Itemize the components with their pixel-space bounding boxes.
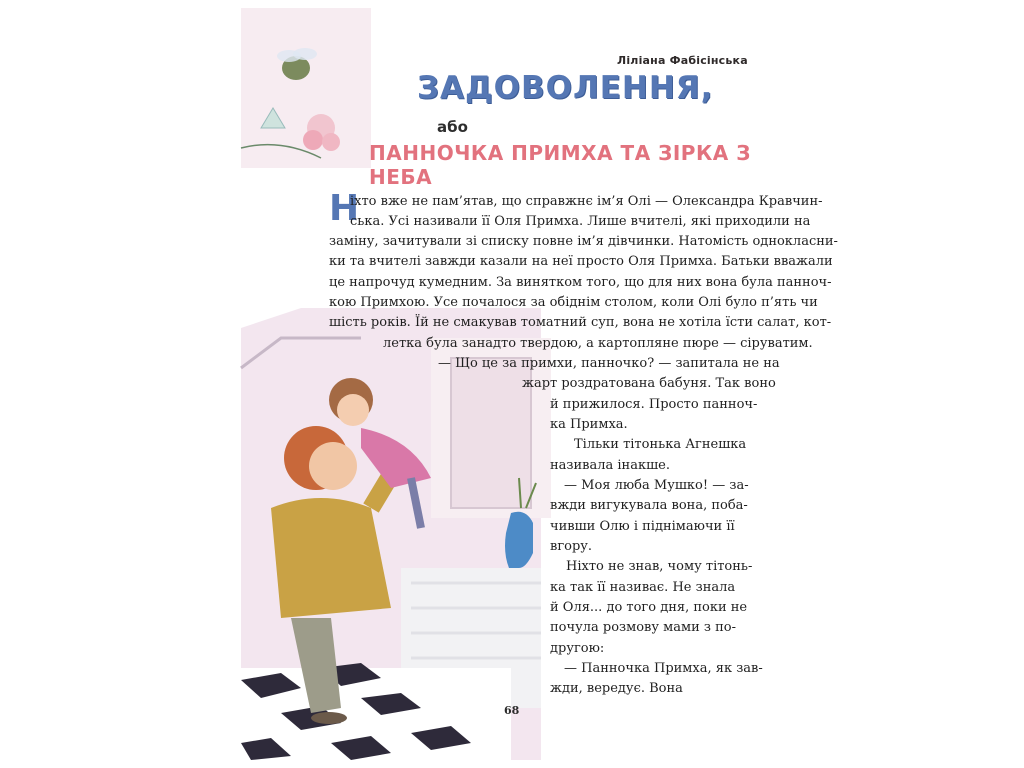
text-line: й Оля... до того дня, поки не (550, 600, 748, 615)
story-title: ЗАДОВОЛЕННЯ, (417, 70, 714, 106)
text-line: почула розмову мами з по- (550, 620, 737, 635)
text-line: кою Примхою. Усе почалося за обіднім столом, коли Олі було п’ять чи (329, 295, 818, 310)
text-line: летка була занадто твердою, а картопляне пюре — сіруватим. (383, 336, 813, 351)
text-line: й прижилося. Просто панноч- (550, 397, 758, 412)
drop-cap: Н (329, 188, 360, 229)
text-line: ська. Усі називали її Оля Примха. Лише вчителі, які приходили на (350, 214, 811, 229)
text-line: Ніхто не знав, чому тітонь- (566, 559, 753, 574)
book-page (241, 8, 838, 760)
story-subtitle: ПАННОЧКА ПРИМХА ТА ЗІРКА З НЕБА (369, 141, 751, 189)
author-name: Ліліана Фабісінська (617, 54, 748, 67)
text-line: Тільки тітонька Агнешка (574, 437, 747, 452)
text-line: жди, вередує. Вона (550, 681, 683, 696)
text-line: ка Примха. (550, 417, 628, 432)
text-line: вжди вигукувала вона, поба- (550, 498, 748, 513)
text-line: ка так її називає. Не знала (550, 580, 736, 595)
text-line: чивши Олю і піднімаючи її (550, 519, 735, 534)
floral-decoration (241, 8, 371, 168)
text-line: це напрочуд кумедним. За винятком того, що для них вона була панноч- (329, 275, 832, 290)
text-line: називала інакше. (550, 458, 670, 473)
text-line: — Моя люба Мушко! — за- (564, 478, 749, 493)
text-line: ки та вчителі завжди казали на неї просто Оля Примха. Батьки вважали (329, 254, 833, 269)
text-line: шість років. Їй не смакував томатний суп, вона не хотіла їсти салат, кот- (329, 315, 832, 330)
checkered-floor (241, 663, 511, 760)
text-line: — Панночка Примха, як зав- (564, 661, 763, 676)
text-line: заміну, зачитували зі списку повне ім’я дівчинки. Натомість однокласни- (329, 234, 838, 249)
title-connector: або (437, 118, 468, 136)
text-line: — Що це за примхи, панночко? — запитала не на (438, 356, 780, 371)
text-line: вгору. (550, 539, 593, 554)
text-line: іхто вже не пам’ятав, що справжнє ім’я Олі — Олександра Кравчин- (350, 194, 823, 209)
page-number: 68 (504, 704, 520, 717)
text-line: жарт роздратована бабуня. Так воно (522, 376, 776, 391)
text-line: другою: (550, 641, 605, 656)
